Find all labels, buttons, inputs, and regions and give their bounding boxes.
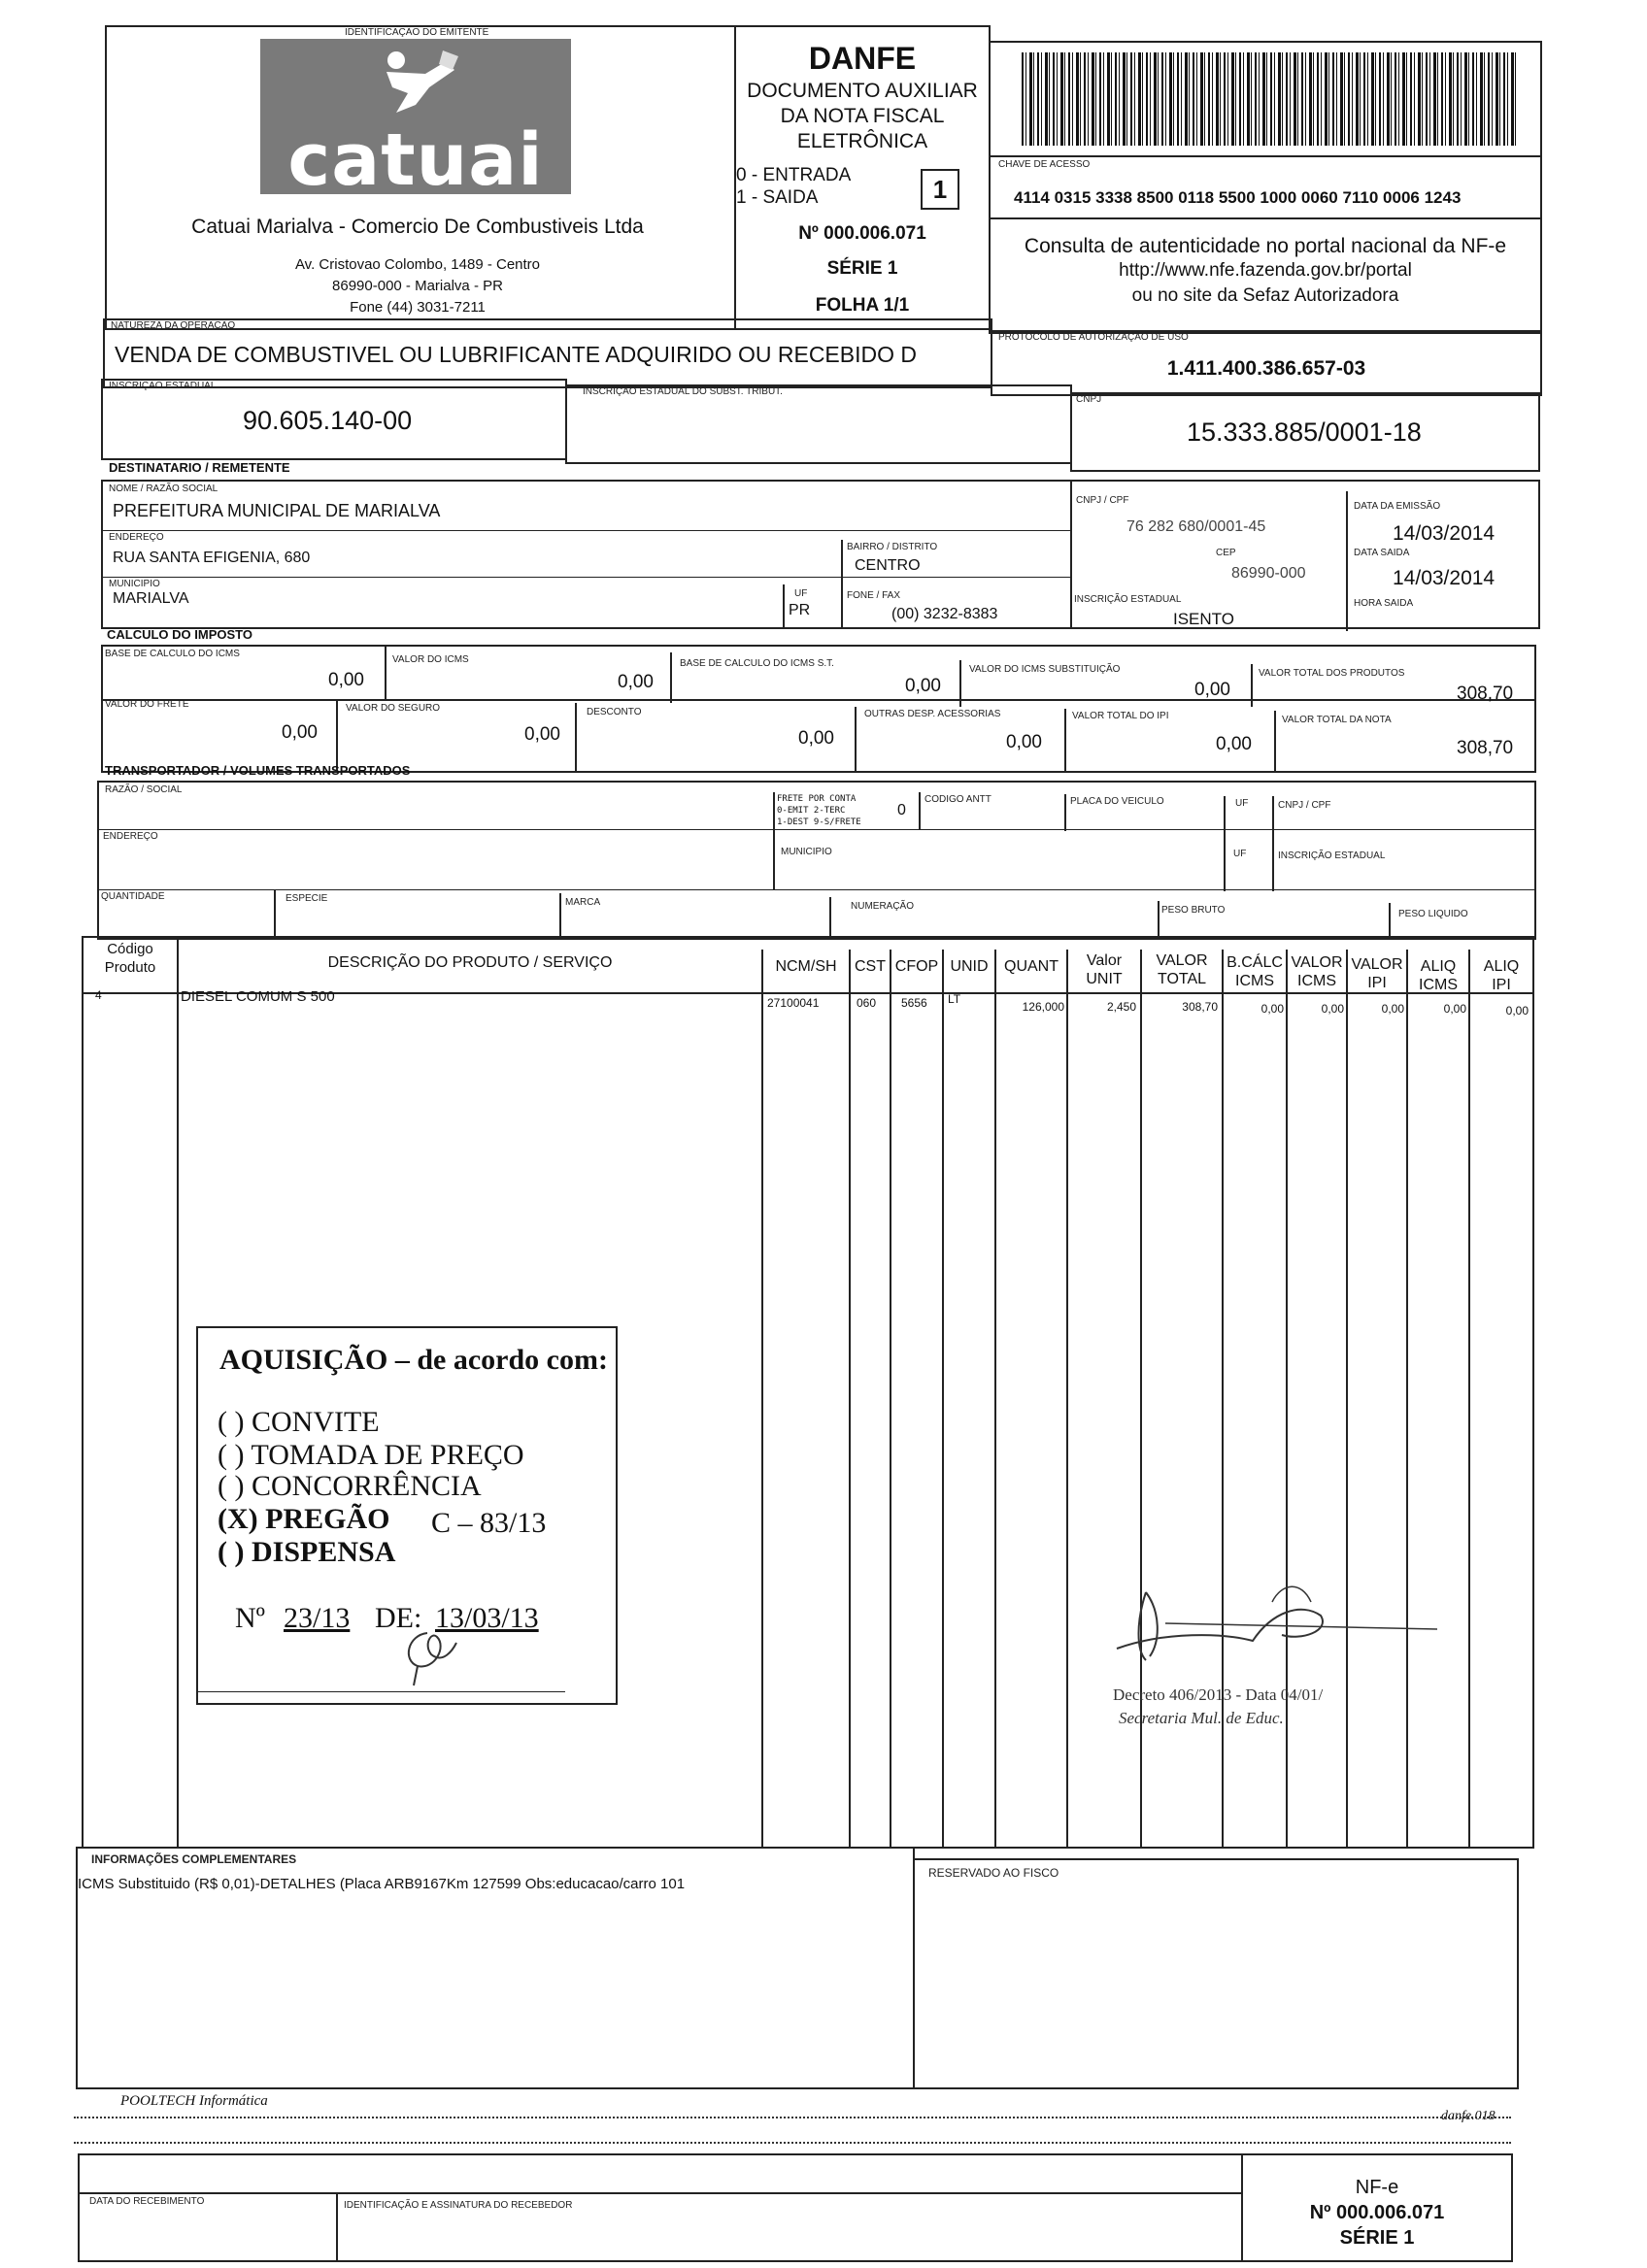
phone: (00) 3232-8383 — [891, 606, 998, 622]
icms-st: 0,00 — [1194, 680, 1230, 700]
col-cfop-header: CFOP — [894, 958, 939, 975]
transport-address-label: ENDEREÇO — [103, 831, 158, 842]
transport-uf2-label: UF — [1233, 849, 1247, 859]
transport-cnpj-label: CNPJ / CPF — [1278, 800, 1331, 811]
danfe-code: danfe.018 — [1441, 2109, 1496, 2123]
ipi: 0,00 — [1216, 734, 1252, 754]
plate-label: PLACA DO VEICULO — [1070, 796, 1164, 807]
recipient-name: PREFEITURA MUNICIPAL DE MARIALVA — [113, 501, 441, 520]
receipt-date-label: DATA DO RECEBIMENTO — [89, 2196, 205, 2207]
frete-conta-line-3: 1-DEST 9-S/FRETE — [777, 817, 861, 827]
danfe-serie: SÉRIE 1 — [826, 258, 898, 279]
emitter-section-label: IDENTIFICAÇÃO DO EMITENTE — [345, 27, 489, 38]
receiver-label: IDENTIFICAÇÃO E ASSINATURA DO RECEBEDOR — [344, 2200, 573, 2211]
fisco-box — [913, 1858, 1519, 2089]
ie-value: 90.605.140-00 — [243, 406, 413, 435]
row-cfop: 5656 — [901, 996, 927, 1010]
saida-label: 1 - SAIDA — [736, 187, 819, 208]
transport-city-label: MUNICIPIO — [781, 847, 832, 857]
danfe-subtitle-2: DA NOTA FISCAL — [780, 105, 945, 127]
emission-date: 14/03/2014 — [1393, 522, 1496, 545]
base-icms-st-label: BASE DE CALCULO DO ICMS S.T. — [680, 658, 834, 669]
recipient-section: DESTINATARIO / REMETENTE — [109, 460, 290, 475]
phone-label: FONE / FAX — [847, 590, 901, 601]
nature-value: VENDA DE COMBUSTIVEL OU LUBRIFICANTE ADQUIRIDO OU RECEBIDO D — [115, 342, 918, 367]
qty-label: QUANTIDADE — [101, 891, 165, 902]
frete-conta-value: 0 — [897, 802, 906, 818]
row-desc: DIESEL COMUM S 500 — [181, 988, 335, 1005]
software-credit: POOLTECH Informática — [120, 2093, 268, 2109]
emitter-cep-city: 86990-000 - Marialva - PR — [332, 278, 503, 294]
row-cst: 060 — [857, 996, 877, 1010]
icms: 0,00 — [618, 672, 654, 692]
row-vipi: 0,00 — [1381, 1002, 1404, 1016]
danfe-number: Nº 000.006.071 — [798, 223, 926, 244]
danfe-subtitle-3: ELETRÔNICA — [796, 130, 928, 152]
insurance-label: VALOR DO SEGURO — [346, 703, 441, 714]
transport-uf-label: UF — [1235, 798, 1249, 809]
col-unid-header: UNID — [950, 958, 989, 975]
frete-conta-line-1: FRETE POR CONTA — [777, 794, 857, 804]
signature — [1107, 1573, 1437, 1680]
footer-serie: SÉRIE 1 — [1339, 2227, 1415, 2249]
logo-text: catuai — [287, 118, 544, 202]
row-code: 4 — [95, 988, 102, 1002]
antt-label: CODIGO ANTT — [924, 794, 992, 805]
ie-st-label: INSCRIÇÃO ESTADUAL DO SUBST. TRIBUT. — [583, 386, 783, 397]
col-vipi-header: VALOR IPI — [1351, 956, 1403, 991]
stamp-option-dispensa: ( ) DISPENSA — [218, 1536, 396, 1568]
uf-label: UF — [794, 588, 808, 599]
stamp-option-convite: ( ) CONVITE — [218, 1406, 380, 1438]
entrada-label: 0 - ENTRADA — [736, 165, 852, 185]
frete-conta-line-2: 0-EMIT 2-TERC — [777, 806, 846, 816]
col-cst-header: CST — [855, 958, 886, 975]
transport-ie-label: INSCRIÇÃO ESTADUAL — [1278, 850, 1386, 861]
stamp-date: 13/03/13 — [435, 1602, 539, 1634]
stamp-option-pregao: (X) PREGÃO — [218, 1503, 390, 1535]
exit-date: 14/03/2014 — [1393, 567, 1496, 589]
col-bcalc-header: B.CÁLC ICMS — [1227, 954, 1283, 989]
stamp-number-prefix: Nº — [235, 1602, 265, 1634]
other-expenses: 0,00 — [1006, 732, 1042, 752]
emitter-phone: Fone (44) 3031-7211 — [350, 299, 486, 316]
access-key-label: CHAVE DE ACESSO — [998, 159, 1091, 170]
fisco-label: RESERVADO AO FISCO — [928, 1866, 1059, 1880]
brand-label: MARCA — [565, 897, 601, 908]
stamp-option-concorrencia: ( ) CONCORRÊNCIA — [218, 1470, 482, 1502]
freight-label: VALOR DO FRETE — [105, 699, 189, 710]
additional-info-text: ICMS Substituido (R$ 0,01)-DETALHES (Placa ARB9167Km 127599 Obs:educacao/carro 101 — [78, 1876, 686, 1892]
discount-label: DESCONTO — [587, 707, 642, 717]
district-label: BAIRRO / DISTRITO — [847, 542, 938, 552]
recipient-cnpj-label: CNPJ / CPF — [1076, 495, 1129, 506]
base-icms-label: BASE DE CALCULO DO ICMS — [105, 649, 240, 659]
danfe-title: DANFE — [808, 41, 917, 76]
col-desc-header: DESCRIÇÃO DO PRODUTO / SERVIÇO — [327, 954, 613, 971]
recipient-ie-label: INSCRIÇÃO ESTADUAL — [1074, 594, 1182, 605]
discount: 0,00 — [798, 728, 834, 749]
col-quant-header: QUANT — [1004, 958, 1059, 975]
col-vunit-header: Valor UNIT — [1086, 952, 1123, 987]
stamp-title: AQUISIÇÃO – de acordo com: — [219, 1344, 608, 1376]
col-vtotal-header: VALOR TOTAL — [1156, 952, 1208, 987]
consulta-line-1: Consulta de autenticidade no portal nacional da NF-e — [1024, 235, 1507, 257]
species-label: ESPECIE — [286, 893, 328, 904]
row-ncm: 27100041 — [767, 996, 820, 1010]
recipient-address: RUA SANTA EFIGENIA, 680 — [113, 550, 311, 566]
gross-weight-label: PESO BRUTO — [1161, 905, 1226, 916]
icms-st-label: VALOR DO ICMS SUBSTITUIÇÃO — [969, 664, 1121, 675]
transport-section: TRANSPORTADOR / VOLUMES TRANSPORTADOS — [105, 763, 411, 778]
cep-label: CEP — [1216, 548, 1236, 558]
row-vtotal: 308,70 — [1182, 1000, 1218, 1014]
barcode — [1022, 52, 1517, 146]
col-aicms-header: ALIQ ICMS — [1419, 958, 1458, 993]
total-products-label: VALOR TOTAL DOS PRODUTOS — [1259, 668, 1405, 679]
recipient-name-label: NOME / RAZÃO SOCIAL — [109, 484, 218, 494]
protocol-value: 1.411.400.386.657-03 — [1166, 357, 1366, 380]
emitter-address: Av. Cristovao Colombo, 1489 - Centro — [294, 256, 541, 273]
access-key: 4114 0315 3338 8500 0118 5500 1000 0060 7110 0006 1243 — [1014, 188, 1462, 207]
row-vunit: 2,450 — [1106, 1000, 1136, 1014]
note-type-box: 1 — [921, 169, 959, 210]
hour-label: HORA SAIDA — [1354, 598, 1414, 609]
emitter-name: Catuai Marialva - Comercio De Combustiveis Ltda — [191, 216, 644, 238]
total-products: 308,70 — [1457, 684, 1514, 704]
row-unid: LT — [948, 992, 961, 1006]
danfe-folha: FOLHA 1/1 — [815, 295, 910, 316]
row-vicms: 0,00 — [1321, 1002, 1344, 1016]
row-bcalc: 0,00 — [1260, 1002, 1284, 1016]
ie-label: INSCRIÇÃO ESTADUAL — [109, 381, 217, 391]
footer-nfe: NF-e — [1355, 2177, 1399, 2198]
nature-label: NATUREZA DA OPERAÇÃO — [111, 320, 236, 331]
signature-decree: Decreto 406/2013 - Data 04/01/ — [1113, 1685, 1324, 1704]
recipient-ie: ISENTO — [1173, 610, 1234, 628]
col-code-header: Código Produto — [104, 941, 156, 976]
city: MARIALVA — [113, 590, 189, 607]
stamp-date-prefix: DE: — [375, 1602, 422, 1634]
net-weight-label: PESO LIQUIDO — [1398, 909, 1468, 919]
consulta-line-3: ou no site da Sefaz Autorizadora — [1131, 285, 1399, 306]
total-note-label: VALOR TOTAL DA NOTA — [1282, 715, 1392, 725]
base-icms-st: 0,00 — [905, 676, 941, 696]
cnpj-label: CNPJ — [1076, 394, 1102, 405]
cut-line — [74, 2117, 1511, 2118]
cut-line-2 — [74, 2142, 1511, 2144]
emission-date-label: DATA DA EMISSÃO — [1354, 501, 1441, 512]
stamp-initials — [388, 1621, 476, 1689]
protocol-label: PROTOCOLO DE AUTORIZAÇÃO DE USO — [998, 332, 1189, 343]
icms-label: VALOR DO ICMS — [392, 654, 469, 665]
base-icms: 0,00 — [328, 670, 364, 690]
stamp-pregao-code: C – 83/13 — [431, 1507, 547, 1539]
insurance: 0,00 — [524, 724, 560, 745]
col-vicms-header: VALOR ICMS — [1291, 954, 1343, 989]
signature-role: Secretaria Mul. de Educ. — [1119, 1709, 1284, 1727]
freight: 0,00 — [282, 722, 318, 743]
row-aipi: 0,00 — [1505, 1004, 1529, 1017]
recipient-cnpj: 76 282 680/0001-45 — [1126, 518, 1266, 535]
uf: PR — [789, 602, 811, 618]
exit-date-label: DATA SAIDA — [1354, 548, 1410, 558]
stamp-option-tomada: ( ) TOMADA DE PREÇO — [218, 1439, 524, 1471]
city-label: MUNICIPIO — [109, 579, 160, 589]
transport-razao-label: RAZÃO / SOCIAL — [105, 784, 183, 795]
additional-info-label: INFORMAÇÕES COMPLEMENTARES — [91, 1852, 297, 1866]
cnpj-value: 15.333.885/0001-18 — [1187, 417, 1422, 447]
col-aipi-header: ALIQ IPI — [1483, 958, 1520, 993]
total-note: 308,70 — [1457, 738, 1514, 758]
col-ncm-header: NCM/SH — [775, 958, 837, 975]
footer-number: Nº 000.006.071 — [1309, 2202, 1445, 2223]
other-expenses-label: OUTRAS DESP. ACESSORIAS — [864, 709, 1001, 719]
recipient-address-label: ENDEREÇO — [109, 532, 164, 543]
ipi-label: VALOR TOTAL DO IPI — [1072, 711, 1169, 721]
tax-section: CALCULO DO IMPOSTO — [107, 627, 252, 642]
numbering-label: NUMERAÇÃO — [851, 901, 915, 912]
stamp-number: 23/13 — [284, 1602, 351, 1634]
cep: 86990-000 — [1231, 565, 1306, 582]
consulta-line-2: http://www.nfe.fazenda.gov.br/portal — [1119, 260, 1412, 281]
danfe-subtitle-1: DOCUMENTO AUXILIAR — [747, 80, 978, 102]
runner-icon — [357, 45, 474, 122]
row-aicms: 0,00 — [1443, 1002, 1466, 1016]
district: CENTRO — [855, 557, 921, 574]
row-quant: 126,000 — [1022, 1000, 1064, 1014]
company-logo — [260, 39, 571, 202]
